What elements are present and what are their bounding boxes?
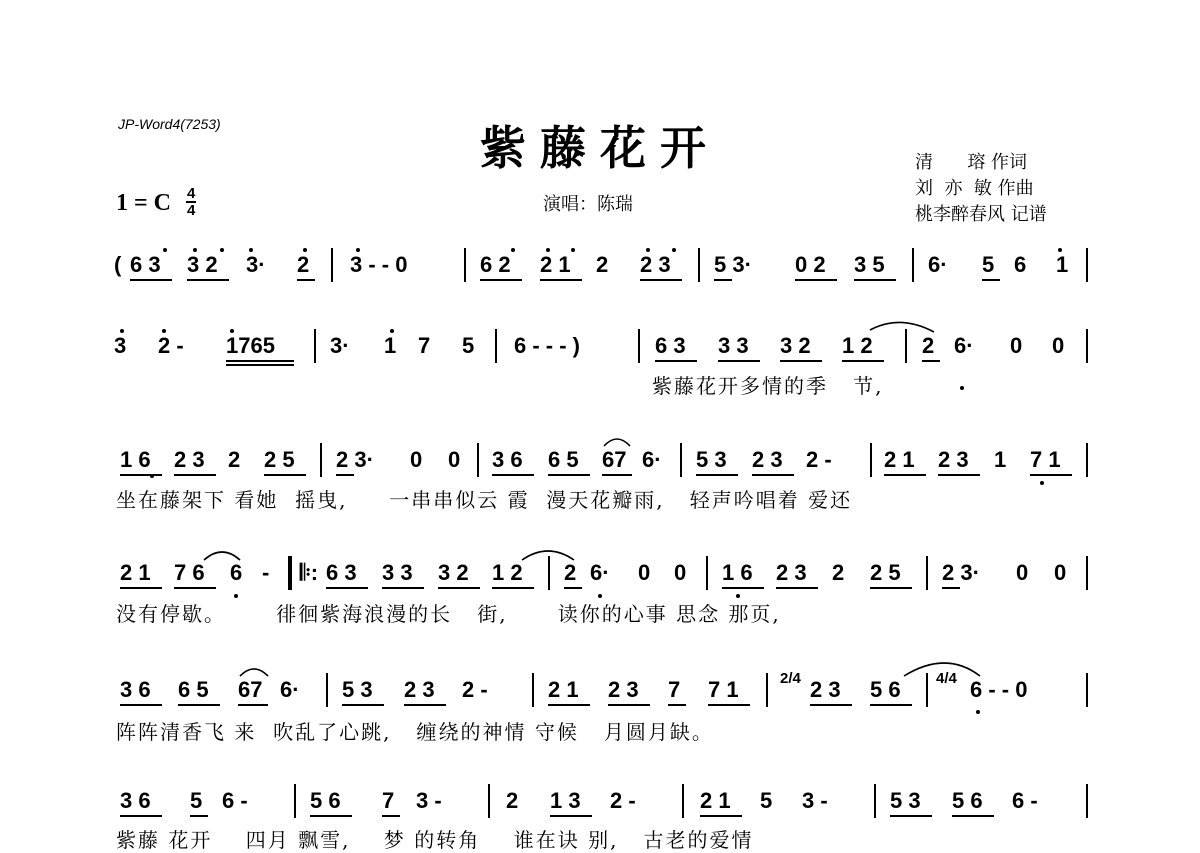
note-group: 5 3 (342, 677, 373, 702)
note-group: 7 1 (1030, 447, 1061, 472)
note-group: 3 6 (120, 788, 151, 813)
note-group: 2 5 (264, 447, 295, 472)
transcriber-credit: 桃李醉春风 记谱 (915, 204, 1047, 225)
time-change-24: 2/4 (780, 670, 801, 687)
note-group: 3 3 (718, 333, 749, 358)
note-group: 6 3 (655, 333, 686, 358)
key-signature: 1 = C (116, 190, 172, 216)
note-group: 2 3 (640, 252, 671, 277)
note-group: 1 (1056, 252, 1069, 277)
note-group: 3 - (416, 788, 442, 813)
note-group: 5 (190, 788, 203, 813)
note-group: 5 3 (696, 447, 727, 472)
note-group: 6· (928, 252, 948, 277)
note-group: 3 6 (492, 447, 523, 472)
note-group: 67 (602, 447, 627, 472)
repeat-colon: 𝄆: (300, 560, 319, 585)
composer-credit: 刘 亦 敏 作曲 (915, 178, 1034, 199)
note-group: 2 (297, 252, 310, 277)
meter-top: 4 (187, 185, 196, 202)
software-label: JP-Word4(7253) (118, 116, 221, 132)
lyric-line-3: 坐在藤架下 看她 摇曳, 一串串似云 霞 漫天花瓣雨, 轻声吟唱着 爱还 (116, 488, 853, 512)
note-group: 2 3 (608, 677, 639, 702)
note-group: 3 5 (854, 252, 885, 277)
note-group: 5 6 (870, 677, 901, 702)
note-group: 1 6 (120, 447, 151, 472)
note-group: 6 3 (326, 560, 357, 585)
note-group: 6 (1014, 252, 1027, 277)
note-group: 2 3 (776, 560, 807, 585)
note-group: 1 6 (722, 560, 753, 585)
meter-bottom: 4 (187, 202, 196, 219)
note-group: 2 1 (700, 788, 731, 813)
note-group: 6 (230, 560, 243, 585)
note-group: 0 (1054, 560, 1067, 585)
note-group: 3 6 (120, 677, 151, 702)
note-group: 3· (246, 252, 266, 277)
note-group: 0 (638, 560, 651, 585)
note-group: 5 3 (890, 788, 921, 813)
note-group: 6 2 (480, 252, 511, 277)
note-group: - (262, 560, 270, 585)
note-group: 0 (448, 447, 461, 472)
note-group: 1765 (226, 333, 275, 358)
note-group: 3 (114, 333, 127, 358)
note-group: 0 (1052, 333, 1065, 358)
note-group: 2 1 (120, 560, 151, 585)
note-group: 1 (994, 447, 1007, 472)
note-group: 3 - (802, 788, 828, 813)
note-group: 6· (280, 677, 300, 702)
note-group: 5 3· (714, 252, 752, 277)
note-group: 2 3 (174, 447, 205, 472)
note-group: 1 2 (492, 560, 523, 585)
note-group: 5 (760, 788, 773, 813)
note-group: 6 - (222, 788, 248, 813)
note-group: 3 2 (438, 560, 469, 585)
note-group: 2 (564, 560, 577, 585)
note-group: 2 (506, 788, 519, 813)
note-group: 0 (674, 560, 687, 585)
note-group: 0 (1010, 333, 1023, 358)
note-group: 0 2 (795, 252, 826, 277)
lyric-line-4: 没有停歇。 徘徊紫海浪漫的长 街, 读你的心事 思念 那页, (116, 602, 781, 626)
note-group: 2 3 (752, 447, 783, 472)
note-group: 7 1 (708, 677, 739, 702)
note-group: 2 (596, 252, 609, 277)
note-group: 0 (410, 447, 423, 472)
lyric-line-5: 阵阵清香飞 来 吹乱了心跳, 缠绕的神情 守候 月圆月缺。 (116, 720, 714, 744)
note-group: 7 (668, 677, 681, 702)
note-group: 6 5 (548, 447, 579, 472)
note-group: 2 1 (548, 677, 579, 702)
note-group: 2 - (610, 788, 636, 813)
note-group: 2 - (806, 447, 832, 472)
note-group: 6 - (1012, 788, 1038, 813)
note-group: 2 1 (884, 447, 915, 472)
note-group: 1 2 (842, 333, 873, 358)
note-group: 2 (922, 333, 935, 358)
note-group: 6· (590, 560, 610, 585)
note-group: 6· (954, 333, 974, 358)
note-group: 6 3 (130, 252, 161, 277)
note-group: 6· (642, 447, 662, 472)
note-group: 2 - (158, 333, 184, 358)
lyric-line-6: 紫藤 花开 四月 飘雪, 梦 的转角 谁在诀 别, 古老的爱情 (116, 828, 754, 852)
note-group: 6 5 (178, 677, 209, 702)
note-group: 1 (384, 333, 397, 358)
note-group: 7 6 (174, 560, 205, 585)
note-group: 2 5 (870, 560, 901, 585)
note-group: 3 - - 0 (350, 252, 408, 277)
song-title: 紫藤花开 (480, 121, 720, 175)
note-group: 6 - - 0 (970, 677, 1028, 702)
note-group: 2 (228, 447, 241, 472)
note-group: 2 3 (938, 447, 969, 472)
note-group: 2 - (462, 677, 488, 702)
note-group: 3 3 (382, 560, 413, 585)
note-group: 2 3 (404, 677, 435, 702)
note-group: 2 3 (810, 677, 841, 702)
time-change-44: 4/4 (936, 670, 957, 687)
note-group: 5 6 (952, 788, 983, 813)
lyric-line-2: 紫藤花开多情的季 节, (652, 374, 884, 398)
note-group: 2 (832, 560, 845, 585)
lyricist-credit: 清 瑢 作词 (915, 152, 1028, 173)
note-group: 67 (238, 677, 263, 702)
note-group: 6 - - - ) (514, 333, 580, 358)
note-group: 3· (330, 333, 350, 358)
note-group: 7 (418, 333, 431, 358)
note-group: 7 (382, 788, 395, 813)
note-group: 2 3· (942, 560, 980, 585)
note-group: 0 (1016, 560, 1029, 585)
note-group: 5 (982, 252, 995, 277)
note-group: 2 1 (540, 252, 571, 277)
note-group: 5 6 (310, 788, 341, 813)
note-group: 1 3 (550, 788, 581, 813)
note-group: 3 2 (780, 333, 811, 358)
note-group: 5 (462, 333, 475, 358)
note-group: ( (114, 252, 122, 277)
note-group: 2 3· (336, 447, 374, 472)
singer-credit: 演唱：陈瑞 (543, 194, 633, 215)
note-group: 3 2 (187, 252, 218, 277)
